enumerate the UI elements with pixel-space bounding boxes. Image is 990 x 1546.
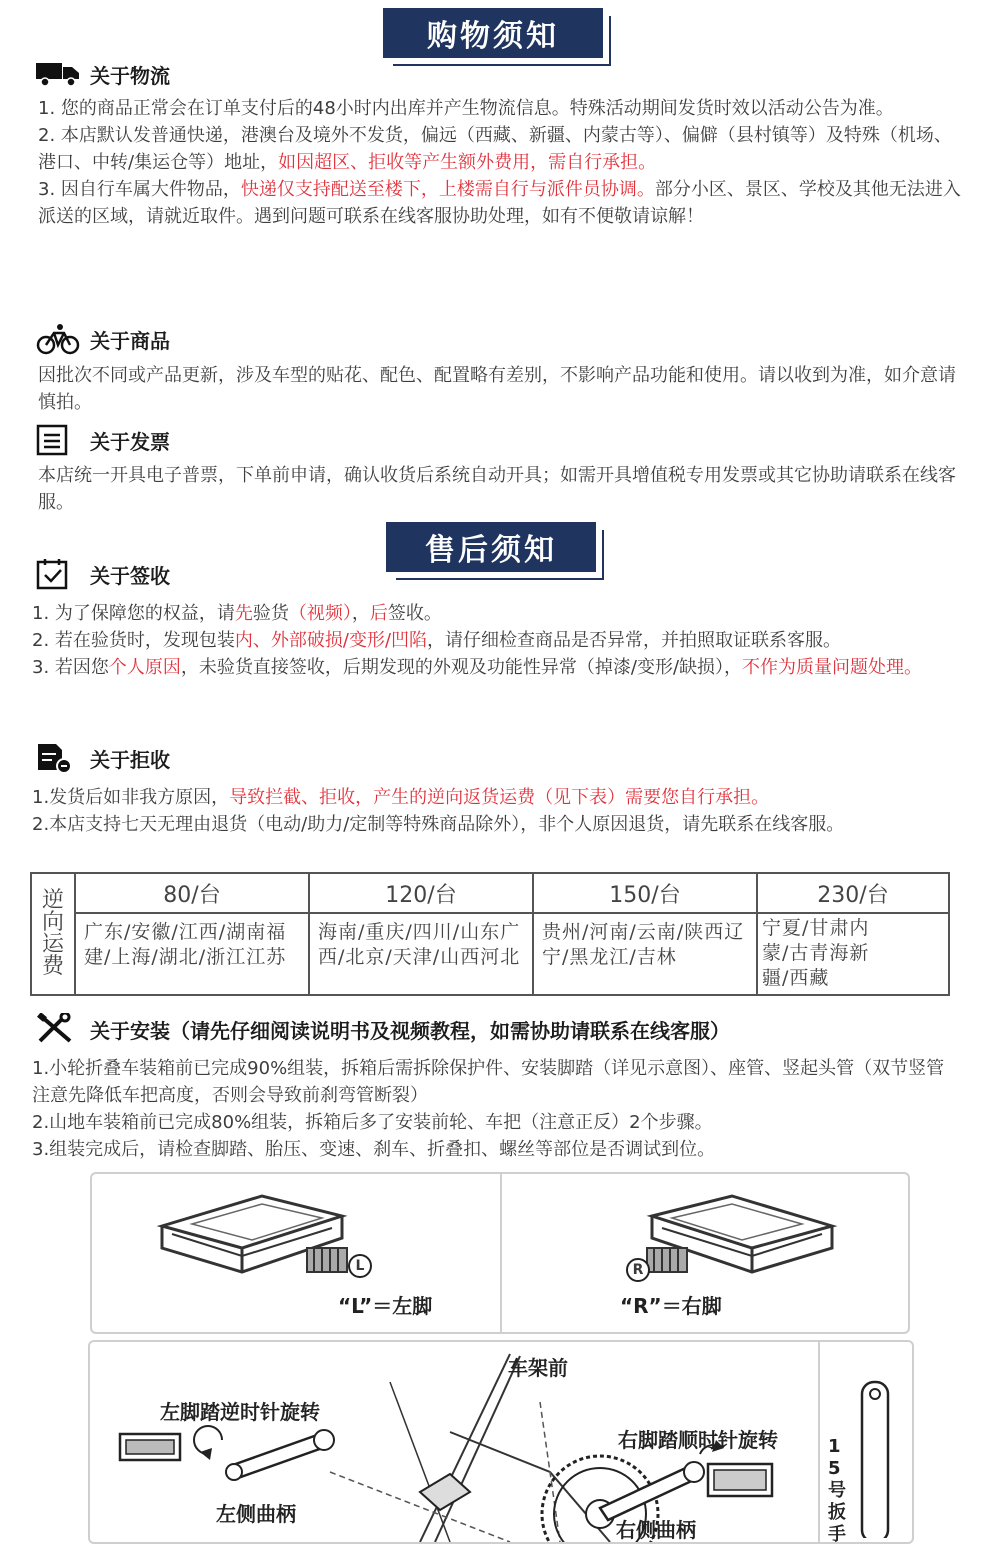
invoice-text: 本店统一开具电子普票，下单前申请，确认收货后系统自动开具；如需开具增值税专用发票或其它协助请联系在线客服。 — [38, 465, 956, 513]
return-freight-table — [30, 872, 950, 996]
shopping-notice-title: 购物须知 — [427, 19, 559, 54]
shopping-notice-banner — [383, 8, 603, 58]
wrench-label: 15号扳手 — [828, 1436, 846, 1545]
right-crank-label: 右侧曲柄 — [616, 1518, 696, 1542]
installation-diagram — [88, 1340, 914, 1544]
price-cell: 120/台 — [309, 873, 533, 913]
aftersale-notice-banner — [386, 522, 596, 572]
table-region-row — [31, 913, 949, 995]
region-cell: 宁夏/甘肃内蒙/古青海新疆/西藏 — [757, 913, 949, 995]
price-cell: 150/台 — [533, 873, 757, 913]
install-item-3: 3.组装完成后，请检查脚踏、胎压、变速、刹车、折叠扣、螺丝等部位是否调试到位。 — [32, 1139, 716, 1160]
rejection-text — [32, 784, 956, 838]
left-mark-badge: L — [348, 1254, 372, 1278]
aftersale-notice-title: 售后须知 — [425, 533, 557, 568]
logistics-item-1: 1. 您的商品正常会在订单支付后的48小时内出库并产生物流信息。特殊活动期间发货时效以活动公告为准。 — [38, 98, 894, 119]
rejection-item-1: 1.发货后如非我方原因，导致拦截、拒收，产生的逆向返货运费（见下表）需要您自行承担。 — [32, 787, 770, 808]
logistics-item-3: 3. 因自行车属大件物品，快递仅支持配送至楼下，上楼需自行与派件员协调。部分小区、景区、学校及其他无法进入派送的区域，请就近取件。遇到问题可联系在线客服协助处理，如有不便敬请谅解！ — [38, 179, 961, 227]
logistics-text — [38, 95, 962, 230]
signing-heading: 关于签收 — [36, 558, 170, 590]
install-heading: 关于安装（请先仔细阅读说明书及视频教程，如需协助请联系在线客服） — [36, 1013, 730, 1045]
install-item-1: 1.小轮折叠车装箱前已完成90%组装，拆箱后需拆除保护件、安装脚踏（详见示意图）、座管、竖起头管（双节竖管注意先降低车把高度，否则会导致前刹弯管断裂） — [32, 1058, 945, 1106]
bicycle-icon — [36, 323, 80, 355]
signing-item-1: 1. 为了保障您的权益，请先验货（视频），后签收。 — [32, 603, 442, 624]
calendar-check-icon — [36, 558, 80, 590]
left-pedal-illustration — [152, 1186, 372, 1296]
install-item-2: 2.山地车装箱前已完成80%组装，拆箱后多了安装前轮、车把（注意正反）2个步骤。 — [32, 1112, 713, 1133]
row-label: 逆向运费 — [42, 887, 65, 979]
right-mark-badge: R — [626, 1258, 650, 1282]
right-pedal-caption: “R”＝右脚 — [620, 1294, 722, 1318]
price-cell: 230/台 — [757, 873, 949, 913]
frame-front-label: 车架前 — [508, 1356, 568, 1380]
row-label-cell — [31, 873, 75, 995]
left-pedal-caption: “L”＝左脚 — [338, 1294, 433, 1318]
goods-text: 因批次不同或产品更新，涉及车型的贴花、配色、配置略有差别，不影响产品功能和使用。请以收到为准，如介意请慎拍。 — [38, 365, 956, 413]
invoice-heading: 关于发票 — [36, 424, 170, 456]
region-cell: 广东/安徽/江西/湖南福建/上海/湖北/浙江江苏 — [75, 913, 309, 995]
rejection-item-2: 2.本店支持七天无理由退货（电动/助力/定制等特殊商品除外），非个人原因退货，请先联系在线客服。 — [32, 814, 845, 835]
right-pedal-illustration — [622, 1186, 842, 1296]
logistics-heading: 关于物流 — [36, 58, 170, 90]
pedal-diagram — [90, 1172, 910, 1334]
signing-text — [32, 600, 956, 681]
left-crank-label: 左侧曲柄 — [216, 1502, 296, 1526]
right-rotate-label: 右脚踏顺时针旋转 — [618, 1428, 778, 1452]
signing-item-2: 2. 若在验货时，发现包装内、外部破损/变形/凹陷，请仔细检查商品是否异常，并拍照取证联系客服。 — [32, 630, 842, 651]
signing-item-3: 3. 若因您个人原因，未验货直接签收，后期发现的外观及功能性异常（掉漆/变形/缺损），不作为质量问题处理。 — [32, 657, 923, 678]
price-cell: 80/台 — [75, 873, 309, 913]
wrench-icon — [850, 1378, 900, 1538]
goods-heading: 关于商品 — [36, 323, 170, 355]
tools-icon — [36, 1013, 80, 1045]
truck-icon — [36, 58, 80, 90]
diagram-divider — [500, 1174, 502, 1332]
left-rotate-label: 左脚踏逆时针旋转 — [160, 1400, 320, 1424]
invoice-icon — [36, 424, 80, 456]
rejection-heading: 关于拒收 — [36, 742, 170, 774]
wrench-divider — [818, 1342, 820, 1542]
region-cell: 贵州/河南/云南/陕西辽宁/黑龙江/吉林 — [533, 913, 757, 995]
install-text — [32, 1055, 962, 1163]
logistics-item-2: 2. 本店默认发普通快递，港澳台及境外不发货，偏远（西藏、新疆、内蒙古等）、偏僻（县村镇等）及特殊（机场、港口、中转/集运仓等）地址，如因超区、拒收等产生额外费用，需自行承担。 — [38, 125, 952, 173]
table-header-row — [31, 873, 949, 913]
region-cell: 海南/重庆/四川/山东广西/北京/天津/山西河北 — [309, 913, 533, 995]
document-reject-icon — [36, 742, 80, 774]
